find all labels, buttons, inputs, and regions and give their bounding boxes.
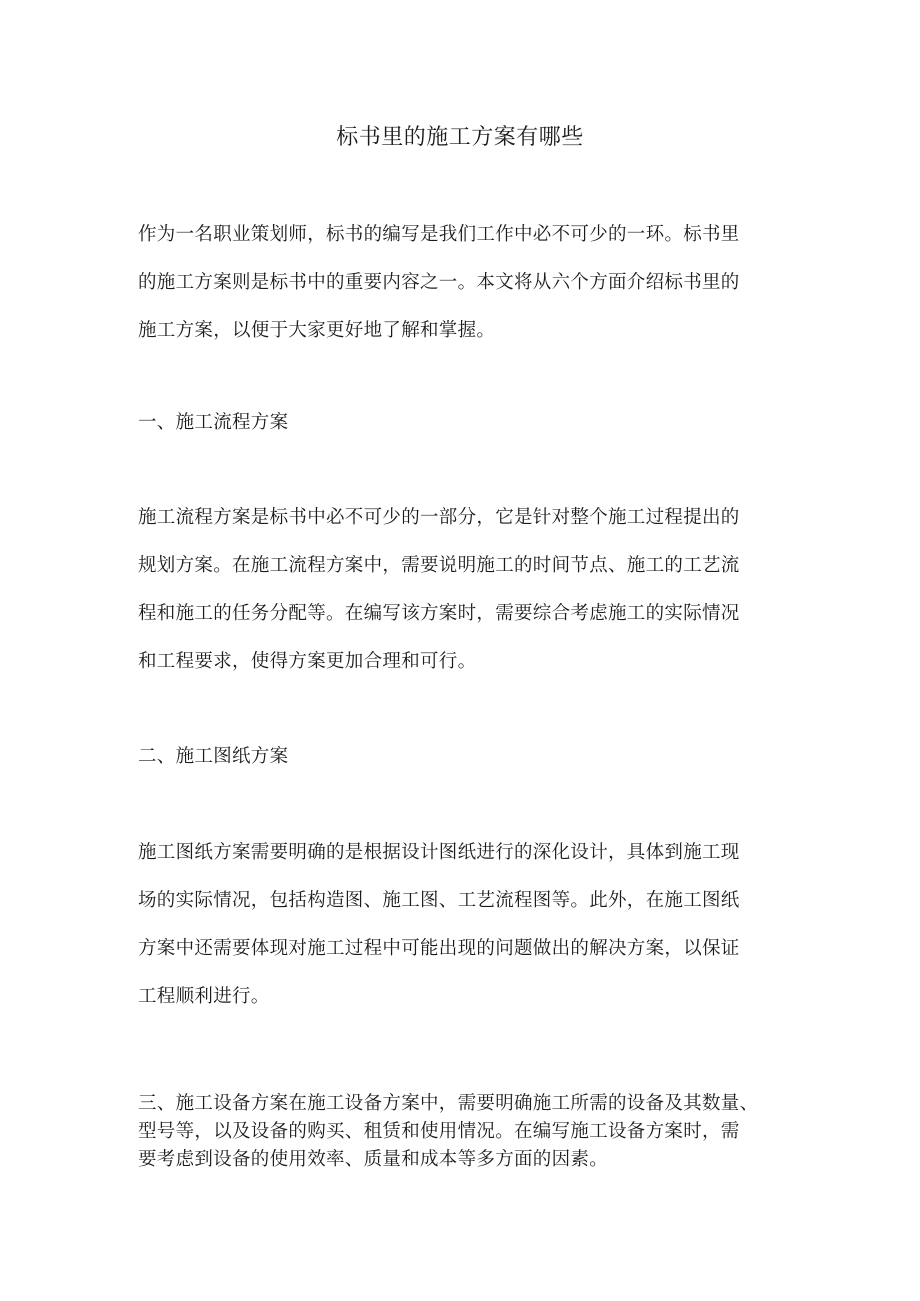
section-2-line: 场的实际情况，包括构造图、施工图、工艺流程图等。此外，在施工图纸 [138,890,740,911]
section-3-line: 型号等，以及设备的购买、租赁和使用情况。在编写施工设备方案时，需 [138,1121,740,1142]
intro-line: 施工方案，以便于大家更好地了解和掌握。 [138,320,496,341]
document-title: 标书里的施工方案有哪些 [336,125,584,150]
section-3-paragraph [138,1090,788,1174]
section-2-paragraph [138,829,788,1021]
section-heading-2: 二、施工图纸方案 [138,746,289,767]
section-1-line: 规划方案。在施工流程方案中，需要说明施工的时间节点、施工的工艺流 [138,555,740,576]
section-2-line: 施工图纸方案需要明确的是根据设计图纸进行的深化设计，具体到施工现 [138,842,740,863]
section-1-paragraph [138,494,788,686]
section-2-line: 方案中还需要体现对施工过程中可能出现的问题做出的解决方案，以保证 [138,938,740,959]
intro-line: 的施工方案则是标书中的重要内容之一。本文将从六个方面介绍标书里的 [138,272,740,293]
intro-line: 作为一名职业策划师，标书的编写是我们工作中必不可少的一环。标书里 [138,224,740,245]
section-1-line: 和工程要求，使得方案更加合理和可行。 [138,651,477,672]
section-1-line: 程和施工的任务分配等。在编写该方案时，需要综合考虑施工的实际情况 [138,603,740,624]
intro-paragraph [138,211,788,355]
section-1-line: 施工流程方案是标书中必不可少的一部分，它是针对整个施工过程提出的 [138,507,740,528]
section-2-line: 工程顺利进行。 [138,986,270,1007]
section-3-line: 要考虑到设备的使用效率、质量和成本等多方面的因素。 [138,1149,609,1170]
section-3-line: 三、施工设备方案在施工设备方案中，需要明确施工所需的设备及其数量、 [138,1093,759,1114]
section-heading-1: 一、施工流程方案 [138,412,289,433]
